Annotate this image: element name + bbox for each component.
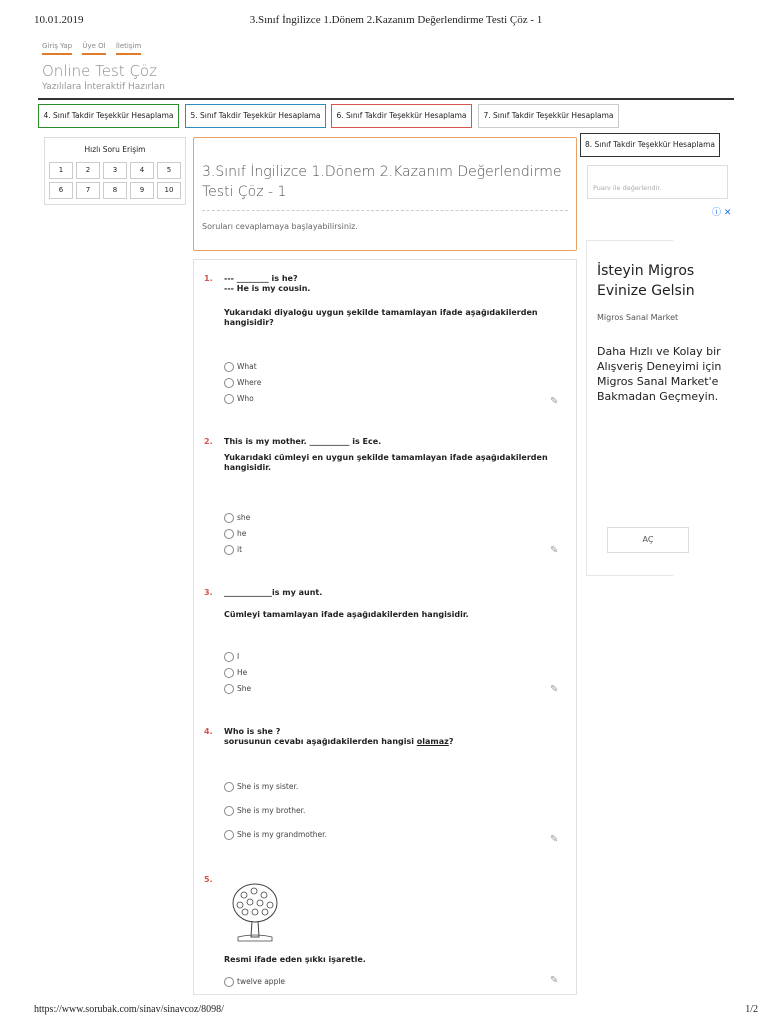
- option-label: What: [237, 362, 257, 371]
- radio-button[interactable]: [224, 684, 234, 694]
- option-label: Where: [237, 378, 262, 387]
- question-4: [200, 727, 570, 857]
- question-number: 5.: [204, 875, 213, 884]
- radio-button[interactable]: [224, 362, 234, 372]
- option-label: it: [237, 545, 243, 554]
- questions-panel: [193, 259, 577, 995]
- option-label: he: [237, 529, 247, 538]
- question-line: Who is she ?: [224, 727, 281, 736]
- question-line: sorusunun cevabı aşağıdakilerden hangisi olamaz?: [224, 737, 454, 746]
- option[interactable]: [224, 513, 250, 523]
- pencil-icon[interactable]: ✎: [550, 684, 559, 695]
- option[interactable]: [224, 362, 257, 372]
- calc-button-4[interactable]: 4. Sınıf Takdir Teşekkür Hesaplama: [38, 104, 179, 128]
- quick-access-item[interactable]: 4: [130, 162, 154, 179]
- test-intro: Soruları cevaplamaya başlayabilirsiniz.: [202, 222, 358, 231]
- option-label: She is my grandmother.: [237, 830, 327, 839]
- quick-access-item[interactable]: 2: [76, 162, 100, 179]
- quick-access-item[interactable]: 8: [103, 182, 127, 199]
- rating-box[interactable]: [587, 165, 728, 199]
- question-text: [224, 588, 554, 620]
- quick-access-grid: [49, 162, 181, 199]
- question-line: ____________is my aunt.: [224, 588, 323, 597]
- option[interactable]: [224, 394, 254, 404]
- quick-access-title: Hızlı Soru Erişim: [84, 145, 146, 154]
- option-label: she: [237, 513, 251, 522]
- pencil-icon[interactable]: ✎: [550, 834, 559, 845]
- print-page-number: 1/2: [745, 1004, 758, 1015]
- quick-access-item[interactable]: 10: [157, 182, 181, 199]
- question-number: 4.: [204, 727, 213, 736]
- question-text: [224, 437, 554, 473]
- option-label: twelve apple: [237, 977, 286, 986]
- radio-button[interactable]: [224, 668, 234, 678]
- option[interactable]: [224, 378, 261, 388]
- question-line: --- ________ is he?: [224, 274, 298, 283]
- top-nav: [42, 42, 149, 55]
- question-line: Yukarıdaki cümleyi en uygun şekilde tamamlayan ifade aşağıdakilerden hangisidir.: [224, 453, 548, 472]
- option-label: Who: [237, 394, 254, 403]
- calc-button-7[interactable]: 7. Sınıf Takdir Teşekkür Hesaplama: [478, 104, 619, 128]
- close-icon[interactable]: ✕: [723, 208, 732, 218]
- question-text: [224, 727, 554, 747]
- question-line: --- He is my cousin.: [224, 284, 311, 293]
- radio-button[interactable]: [224, 378, 234, 388]
- site-header: [38, 38, 734, 100]
- question-3: [200, 588, 570, 718]
- option[interactable]: [224, 684, 251, 694]
- option[interactable]: [224, 668, 247, 678]
- test-title-box: [193, 137, 577, 251]
- radio-button[interactable]: [224, 652, 234, 662]
- option-label: She: [237, 684, 252, 693]
- question-1: [200, 274, 570, 414]
- radio-button[interactable]: [224, 394, 234, 404]
- quick-access-panel: [44, 137, 186, 205]
- apple-tree-image: [230, 881, 280, 943]
- calc-button-8[interactable]: 8. Sınıf Takdir Teşekkür Hesaplama: [580, 133, 720, 157]
- pencil-icon[interactable]: ✎: [550, 545, 559, 556]
- question-number: 2.: [204, 437, 213, 446]
- site-logo[interactable]: Online Test Çöz: [42, 62, 157, 80]
- divider: [202, 210, 568, 211]
- question-text: [224, 274, 554, 328]
- radio-button[interactable]: [224, 806, 234, 816]
- test-title: 3.Sınıf İngilizce 1.Dönem 2.Kazanım Değerlendirme Testi Çöz - 1: [202, 164, 562, 200]
- quick-access-item[interactable]: 9: [130, 182, 154, 199]
- option[interactable]: [224, 652, 239, 662]
- ad-open-button[interactable]: AÇ: [607, 527, 689, 553]
- quick-access-item[interactable]: 3: [103, 162, 127, 179]
- option-label: She is my brother.: [237, 806, 306, 815]
- nav-register-link[interactable]: Üye Ol: [82, 42, 105, 55]
- radio-button[interactable]: [224, 830, 234, 840]
- question-line: Cümleyi tamamlayan ifade aşağıdakilerden hangisidir.: [224, 610, 469, 619]
- quick-access-item[interactable]: 6: [49, 182, 73, 199]
- ad-body: Daha Hızlı ve Kolay bir Alışveriş Deneyimi için Migros Sanal Market'e Bakmadan Geçmeyin.: [597, 345, 722, 403]
- calc-button-5[interactable]: 5. Sınıf Takdir Teşekkür Hesaplama: [185, 104, 326, 128]
- quick-access-item[interactable]: 7: [76, 182, 100, 199]
- quick-access-item[interactable]: 5: [157, 162, 181, 179]
- calc-button-6[interactable]: 6. Sınıf Takdir Teşekkür Hesaplama: [331, 104, 472, 128]
- option[interactable]: [224, 806, 305, 816]
- radio-button[interactable]: [224, 513, 234, 523]
- option[interactable]: [224, 529, 246, 539]
- radio-button[interactable]: [224, 782, 234, 792]
- print-date: 10.01.2019: [34, 14, 84, 26]
- question-2: [200, 437, 570, 567]
- nav-login-link[interactable]: Giriş Yap: [42, 42, 72, 55]
- question-text: Resmi ifade eden şıkkı işaretle.: [224, 955, 366, 964]
- print-title: 3.Sınıf İngilizce 1.Dönem 2.Kazanım Değerlendirme Testi Çöz - 1: [249, 14, 543, 26]
- option[interactable]: [224, 545, 242, 555]
- question-line: This is my mother. __________ is Ece.: [224, 437, 382, 446]
- option[interactable]: [224, 977, 285, 987]
- option[interactable]: [224, 782, 298, 792]
- question-line: Yukarıdaki diyaloğu uygun şekilde tamamlayan ifade aşağıdakilerden hangisidir?: [224, 308, 538, 327]
- ad-choices[interactable]: [712, 205, 731, 218]
- site-tagline: Yazılılara İnteraktif Hazırlan: [42, 82, 165, 92]
- question-number: 1.: [204, 274, 213, 283]
- quick-access-item[interactable]: 1: [49, 162, 73, 179]
- radio-button[interactable]: [224, 977, 234, 987]
- print-url: https://www.sorubak.com/sinav/sinavcoz/8098/: [34, 1004, 224, 1015]
- question-5: [200, 875, 570, 990]
- question-number: 3.: [204, 588, 213, 597]
- pencil-icon[interactable]: ✎: [550, 396, 559, 407]
- ad-source: Migros Sanal Market: [597, 313, 679, 322]
- ad-info-icon[interactable]: ⓘ: [712, 208, 722, 218]
- option-label: He: [237, 668, 248, 677]
- pencil-icon[interactable]: ✎: [550, 975, 559, 986]
- underlined-word: olamaz: [416, 737, 449, 746]
- option-label: I: [237, 652, 240, 661]
- ad-headline[interactable]: İsteyin Migros Evinize Gelsin: [597, 263, 695, 299]
- radio-button[interactable]: [224, 545, 234, 555]
- rating-placeholder: Puanı ile değerlendir.: [593, 184, 662, 192]
- option-label: She is my sister.: [237, 782, 299, 791]
- radio-button[interactable]: [224, 529, 234, 539]
- option[interactable]: [224, 830, 327, 840]
- nav-contact-link[interactable]: İletişim: [116, 42, 141, 55]
- advertisement[interactable]: [586, 240, 722, 576]
